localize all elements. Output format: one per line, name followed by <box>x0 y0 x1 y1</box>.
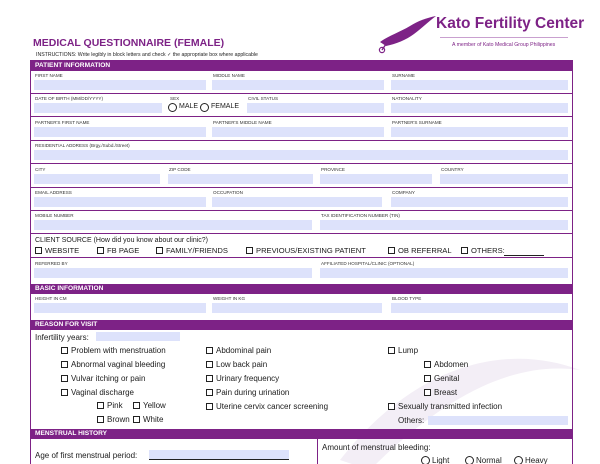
label-address: RESIDENTIAL ADDRESS (Brgy./Subd./Street) <box>35 143 130 148</box>
label-abdominal-pain: Abdominal pain <box>216 346 272 355</box>
label-ob-referral: OB REFERRAL <box>398 246 452 255</box>
label-cervix-screening: Uterine cervix cancer screening <box>216 402 329 411</box>
divider <box>31 210 572 211</box>
partner-surname-field[interactable] <box>391 127 568 137</box>
surname-field[interactable] <box>391 80 568 90</box>
label-dob: DATE OF BIRTH (MM/DD/YYYY) <box>35 96 103 101</box>
label-breast: Breast <box>434 388 458 397</box>
label-others-reason: Others: <box>398 416 425 425</box>
label-infertility-years: Infertility years: <box>35 333 89 342</box>
brand-tagline: A member of Kato Medical Group Philippines <box>452 42 556 48</box>
checkbox-website[interactable] <box>35 247 42 254</box>
sex-male-radio[interactable] <box>168 103 177 112</box>
label-pain-urination: Pain during urination <box>216 388 290 397</box>
referred-by-field[interactable] <box>34 268 312 278</box>
checkbox-family-friends[interactable] <box>156 247 163 254</box>
checkbox-pain-urination[interactable] <box>206 389 213 396</box>
label-blood-type: BLOOD TYPE <box>392 296 422 301</box>
label-brown: Brown <box>107 415 130 424</box>
dob-field[interactable] <box>34 103 162 113</box>
checkbox-previous-patient[interactable] <box>246 247 253 254</box>
divider <box>31 187 572 188</box>
blood-type-field[interactable] <box>391 303 568 313</box>
label-family-friends: FAMILY/FRIENDS <box>166 246 228 255</box>
label-occupation: OCCUPATION <box>213 190 243 195</box>
checkbox-breast[interactable] <box>424 389 431 396</box>
company-field[interactable] <box>391 197 568 207</box>
divider <box>31 93 572 94</box>
section-basic-information: BASIC INFORMATION <box>31 284 572 294</box>
label-normal: Normal <box>476 456 502 464</box>
radio-heavy[interactable] <box>514 456 523 464</box>
label-company: COMPANY <box>392 190 415 195</box>
label-province: PROVINCE <box>321 167 345 172</box>
label-male: MALE <box>179 103 199 110</box>
label-tin: TAX IDENTIFICATION NUMBER (TIN) <box>321 213 400 218</box>
label-first-name: FIRST NAME <box>35 73 63 78</box>
province-field[interactable] <box>320 174 432 184</box>
brand-divider <box>440 37 568 38</box>
label-city: CITY <box>35 167 46 172</box>
radio-light[interactable] <box>421 456 430 464</box>
infertility-years-field[interactable] <box>96 332 180 341</box>
label-fb-page: FB PAGE <box>107 246 140 255</box>
label-pink: Pink <box>107 401 123 410</box>
label-others: OTHERS: <box>471 246 505 255</box>
label-low-back-pain: Low back pain <box>216 360 268 369</box>
label-age-first-period: Age of first menstrual period: <box>35 451 138 460</box>
label-country: COUNTRY <box>441 167 464 172</box>
label-client-source: CLIENT SOURCE (How did you know about our clinic?) <box>35 237 208 244</box>
checkbox-sti[interactable] <box>388 403 395 410</box>
label-sex: SEX <box>170 96 180 101</box>
city-field[interactable] <box>34 174 160 184</box>
checkbox-urinary-frequency[interactable] <box>206 375 213 382</box>
label-affiliated: AFFILIATED HOSPITAL/CLINIC (OPTIONAL) <box>321 261 415 266</box>
middle-name-field[interactable] <box>212 80 384 90</box>
label-email: EMAIL ADDRESS <box>35 190 72 195</box>
checkbox-pink[interactable] <box>97 402 104 409</box>
checkbox-abdominal-pain[interactable] <box>206 347 213 354</box>
checkbox-brown[interactable] <box>97 416 104 423</box>
divider <box>31 140 572 141</box>
divider <box>31 163 572 164</box>
label-sti: Sexually transmitted infection <box>398 402 503 411</box>
address-field[interactable] <box>34 150 568 160</box>
label-partner-surname: PARTNER'S SURNAME <box>392 120 442 125</box>
divider-vertical <box>317 439 318 464</box>
label-weight: WEIGHT IN KG <box>213 296 246 301</box>
label-problem-menstruation: Problem with menstruation <box>71 346 166 355</box>
mobile-field[interactable] <box>34 220 312 230</box>
label-vulvar-itching: Vulvar itching or pain <box>71 374 146 383</box>
occupation-field[interactable] <box>212 197 382 207</box>
divider <box>31 257 572 258</box>
label-website: WEBSITE <box>45 246 80 255</box>
label-middle-name: MIDDLE NAME <box>213 73 245 78</box>
label-surname: SURNAME <box>392 73 415 78</box>
label-civil-status: CIVIL STATUS <box>248 96 279 101</box>
others-source-line[interactable] <box>504 255 544 256</box>
checkbox-problem-menstruation[interactable] <box>61 347 68 354</box>
checkbox-fb-page[interactable] <box>97 247 104 254</box>
checkbox-genital[interactable] <box>424 375 431 382</box>
nationality-field[interactable] <box>391 103 568 113</box>
partner-first-name-field[interactable] <box>34 127 206 137</box>
civil-status-field[interactable] <box>247 103 384 113</box>
height-field[interactable] <box>34 303 206 313</box>
affiliated-field[interactable] <box>320 268 568 278</box>
checkbox-abdomen[interactable] <box>424 361 431 368</box>
label-yellow: Yellow <box>143 401 166 410</box>
radio-normal[interactable] <box>465 456 474 464</box>
label-referred-by: REFERRED BY <box>35 261 68 266</box>
label-partner-first-name: PARTNER'S FIRST NAME <box>35 120 90 125</box>
partner-middle-name-field[interactable] <box>212 127 384 137</box>
stork-logo-icon <box>374 14 442 54</box>
section-reason-for-visit: REASON FOR VISIT <box>31 320 572 330</box>
label-previous-patient: PREVIOUS/EXISTING PATIENT <box>256 246 366 255</box>
tin-field[interactable] <box>320 220 568 230</box>
checkbox-others[interactable] <box>461 247 468 254</box>
checkbox-ob-referral[interactable] <box>388 247 395 254</box>
label-amount-bleeding: Amount of menstrual bleeding: <box>322 443 431 452</box>
others-reason-field[interactable] <box>428 416 568 425</box>
email-field[interactable] <box>34 197 206 207</box>
label-light: Light <box>432 456 450 464</box>
label-genital: Genital <box>434 374 460 383</box>
divider <box>31 233 572 234</box>
label-height: HEIGHT IN CM <box>35 296 67 301</box>
label-female: FEMALE <box>211 103 240 110</box>
weight-field[interactable] <box>212 303 382 313</box>
label-partner-middle-name: PARTNER'S MIDDLE NAME <box>213 120 272 125</box>
checkbox-lump[interactable] <box>388 347 395 354</box>
checkbox-vaginal-discharge[interactable] <box>61 389 68 396</box>
section-menstrual-history: MENSTRUAL HISTORY <box>31 429 572 439</box>
label-mobile: MOBILE NUMBER <box>35 213 74 218</box>
instructions: INSTRUCTIONS: Write legibly in block letters and check ✓ the appropriate box where applicable <box>36 52 258 58</box>
document-title: MEDICAL QUESTIONNAIRE (FEMALE) <box>33 37 225 49</box>
label-abdomen: Abdomen <box>434 360 469 369</box>
checkbox-cervix-screening[interactable] <box>206 403 213 410</box>
label-urinary-frequency: Urinary frequency <box>216 374 280 383</box>
label-nationality: NATIONALITY <box>392 96 422 101</box>
checkbox-yellow[interactable] <box>133 402 140 409</box>
label-abnormal-bleeding: Abnormal vaginal bleeding <box>71 360 166 369</box>
label-lump: Lump <box>398 346 419 355</box>
sex-female-radio[interactable] <box>200 103 209 112</box>
zip-field[interactable] <box>168 174 313 184</box>
first-name-field[interactable] <box>34 80 206 90</box>
label-vaginal-discharge: Vaginal discharge <box>71 388 135 397</box>
checkbox-low-back-pain[interactable] <box>206 361 213 368</box>
checkbox-abnormal-bleeding[interactable] <box>61 361 68 368</box>
label-heavy: Heavy <box>525 456 548 464</box>
brand-name: Kato Fertility Center <box>436 15 585 32</box>
checkbox-white[interactable] <box>133 416 140 423</box>
label-white: White <box>143 415 164 424</box>
divider <box>31 116 572 117</box>
age-first-period-line <box>149 459 289 460</box>
section-patient-information: PATIENT INFORMATION <box>31 61 572 71</box>
label-zip: ZIP CODE <box>169 167 191 172</box>
country-field[interactable] <box>440 174 568 184</box>
checkbox-vulvar-itching[interactable] <box>61 375 68 382</box>
